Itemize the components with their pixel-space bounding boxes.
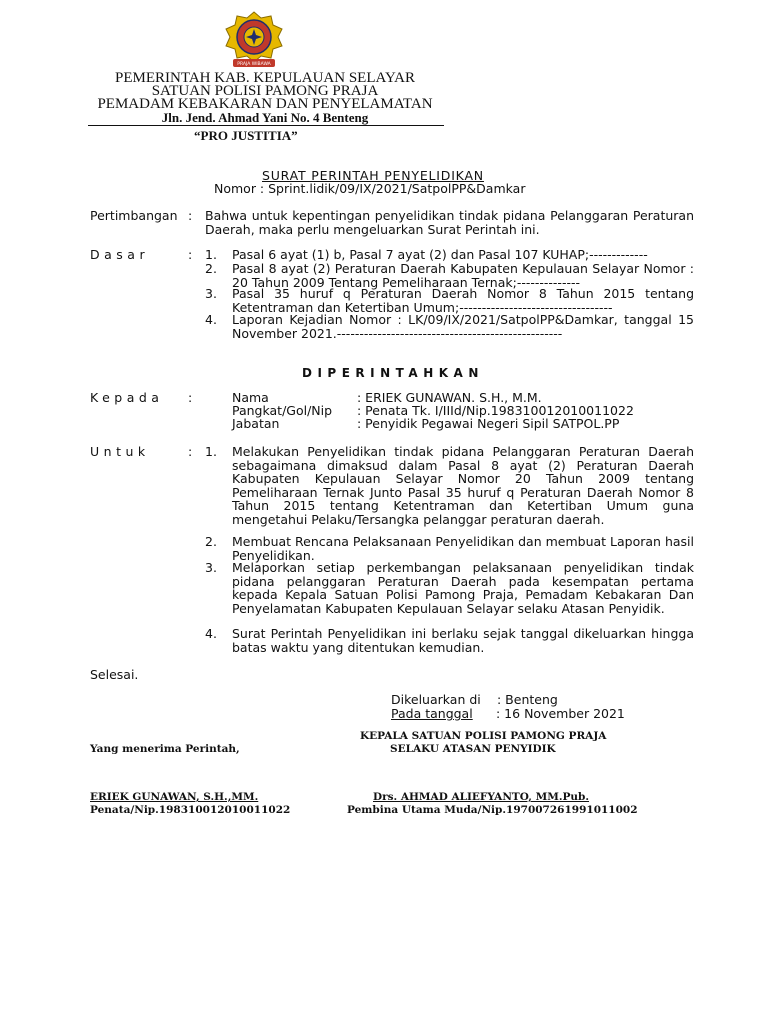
dasar-colon: : [188,247,193,262]
dasar-num-4: 4. [205,312,217,327]
official-name: Drs. AHMAD ALIEFYANTO, MM.Pub. [373,791,590,803]
letterhead-line3: PEMADAM KEBAKARAN DAN PENYELAMATAN [97,96,433,112]
receiver-title: Yang menerima Perintah, [90,743,240,755]
field-jabatan-value: : Penyidik Pegawai Negeri Sipil SATPOL.PP [357,416,620,431]
kepada-label: Kepada [90,390,164,405]
untuk-item-1: Melakukan Penyelidikan tindak pidana Pelanggaran Peraturan Daerah sebagaimana dimaksud dalam Pasal 8 ayat (2) Peraturan Daerah Kabupaten Kepulauan Selayar Nomor 20 Tahun 2009 tentang Pemeliharaan Ternak Junto Pasal 35 huruf q Peraturan Daerah Nomor 8 Tahun 2015 tentang Ketentraman dan Ketertiban Umum guna mengetahui Pelaku/Tersangka pelanggar peraturan daerah. [232,444,694,527]
untuk-num-4: 4. [205,626,217,641]
document-title: SURAT PERINTAH PENYELIDIKAN [262,168,484,183]
field-pangkat-value: : Penata Tk. I/IIId/Nip.198310012010011022 [357,403,634,418]
untuk-item-3: Melaporkan setiap perkembangan pelaksanaan penyelidikan tindak pidana pelanggaran Peraturan Daerah pada kesempatan pertama kepada Kepala Satuan Polisi Pamong Praja, Pemadam Kebakaran Dan Penyelamatan Kabupaten Kepulauan Selayar selaku Atasan Penyidik. [232,560,694,616]
field-nama-key: Nama [232,390,269,405]
issued-date-label: Pada tanggal [391,706,473,721]
field-jabatan-key: Jabatan [232,416,280,431]
issued-place-label: Dikeluarkan di [391,692,481,707]
receiver-nip: Penata/Nip.198310012010011022 [90,804,291,816]
dasar-num-3: 3. [205,286,217,301]
issued-place: : Benteng [497,692,558,707]
dasar-item-1: Pasal 6 ayat (1) b, Pasal 7 ayat (2) dan Pasal 107 KUHAP;------------- [232,247,648,262]
letterhead-address: Jln. Jend. Ahmad Yani No. 4 Benteng [161,110,369,125]
issued-date: : 16 November 2021 [496,706,625,721]
document-number: Nomor : Sprint.lidik/09/IX/2021/SatpolPP&Damkar [214,181,526,196]
untuk-colon: : [188,444,193,459]
pertimbangan-colon: : [188,208,193,223]
untuk-num-1: 1. [205,444,217,459]
pertimbangan-text: Bahwa untuk kepentingan penyelidikan tindak pidana Pelanggaran Peraturan Daerah, maka perlu mengeluarkan Surat Perintah ini. [205,208,694,237]
receiver-name: ERIEK GUNAWAN, S.H.,MM. [90,791,259,803]
letterhead-divider [88,125,444,126]
motto: “PRO JUSTITIA” [194,128,298,143]
untuk-item-4: Surat Perintah Penyelidikan ini berlaku sejak tanggal dikeluarkan hingga batas waktu yang ditentukan kemudian. [232,626,694,655]
official-title-1: KEPALA SATUAN POLISI PAMONG PRAJA [360,730,607,742]
letterhead-line2: SATUAN POLISI PAMONG PRAJA [151,83,379,99]
issued-date-row [391,706,634,721]
official-nip: Pembina Utama Muda/Nip.197007261991011002 [347,804,638,816]
letterhead-line1: PEMERINTAH KAB. KEPULAUAN SELAYAR [115,70,415,86]
untuk-item-2: Membuat Rencana Pelaksanaan Penyelidikan dan membuat Laporan hasil Penyelidikan. [232,534,694,563]
field-pangkat-key: Pangkat/Gol/Nip [232,403,333,418]
logo [221,10,287,72]
dasar-item-2: Pasal 8 ayat (2) Peraturan Daerah Kabupaten Kepulauan Selayar Nomor : 20 Tahun 2009 Tentang Pemeliharaan Ternak;-------------- [232,261,694,290]
pertimbangan-label: Pertimbangan [90,208,178,223]
dasar-item-3: Pasal 35 huruf q Peraturan Daerah Nomor 8 Tahun 2015 tentang Ketentraman dan Ketertiban Umum;---------------------------------- [232,286,694,315]
dasar-label: Dasar [90,247,150,262]
dasar-item-4: Laporan Kejadian Nomor : LK/09/IX/2021/SatpolPP&Damkar, tanggal 15 November 2021.-------------------------------------------------- [232,312,694,341]
selesai-text: Selesai. [90,667,139,682]
kepada-colon: : [188,390,193,405]
untuk-label: Untuk [90,444,150,459]
logo-banner: PRAJA WIBAWA [237,62,271,67]
diperintahkan-heading: DIPERINTAHKAN [302,366,484,380]
official-title-2: SELAKU ATASAN PENYIDIK [390,743,556,755]
untuk-num-2: 2. [205,534,217,549]
untuk-num-3: 3. [205,560,217,575]
dasar-num-1: 1. [205,247,217,262]
field-nama-value: : ERIEK GUNAWAN. S.H., M.M. [357,390,542,405]
dasar-num-2: 2. [205,261,217,276]
